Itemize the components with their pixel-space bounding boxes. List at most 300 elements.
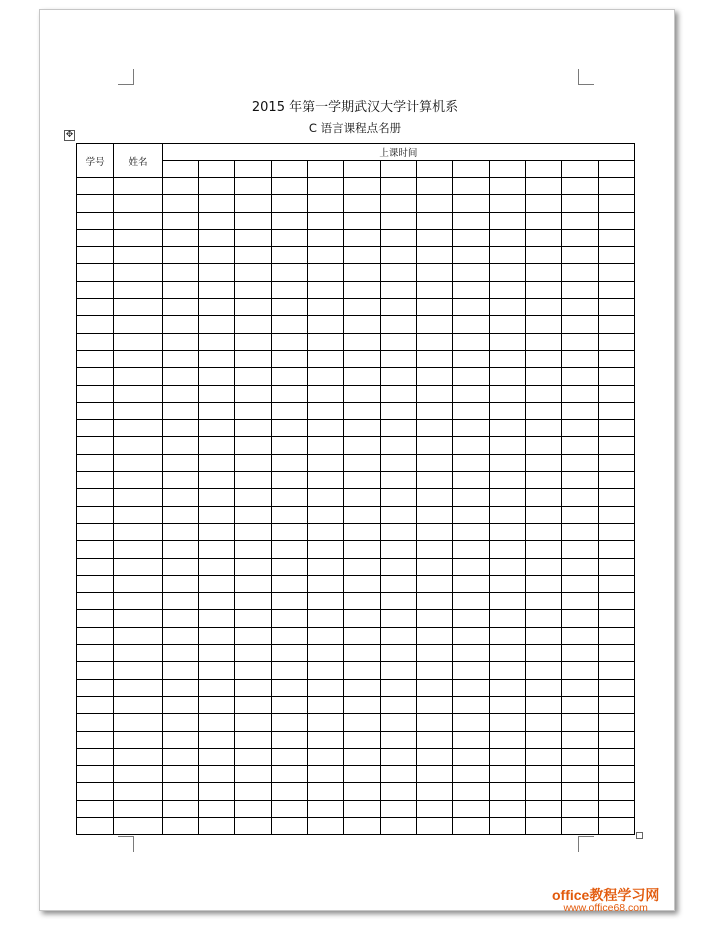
attendance-cell[interactable] bbox=[344, 800, 380, 817]
student-id-cell[interactable] bbox=[77, 454, 114, 471]
attendance-cell[interactable] bbox=[308, 783, 344, 800]
attendance-cell[interactable] bbox=[344, 454, 380, 471]
student-id-cell[interactable] bbox=[77, 212, 114, 229]
attendance-cell[interactable] bbox=[235, 437, 271, 454]
attendance-cell[interactable] bbox=[453, 645, 489, 662]
attendance-cell[interactable] bbox=[489, 402, 525, 419]
attendance-cell[interactable] bbox=[199, 679, 235, 696]
attendance-cell[interactable] bbox=[199, 523, 235, 540]
attendance-cell[interactable] bbox=[308, 541, 344, 558]
attendance-cell[interactable] bbox=[416, 696, 452, 713]
attendance-cell[interactable] bbox=[598, 627, 635, 644]
student-id-cell[interactable] bbox=[77, 420, 114, 437]
attendance-cell[interactable] bbox=[271, 229, 307, 246]
attendance-cell[interactable] bbox=[380, 506, 416, 523]
attendance-cell[interactable] bbox=[453, 264, 489, 281]
attendance-cell[interactable] bbox=[380, 333, 416, 350]
attendance-cell[interactable] bbox=[525, 731, 561, 748]
attendance-cell[interactable] bbox=[380, 489, 416, 506]
attendance-cell[interactable] bbox=[199, 506, 235, 523]
attendance-cell[interactable] bbox=[271, 333, 307, 350]
attendance-cell[interactable] bbox=[235, 731, 271, 748]
attendance-cell[interactable] bbox=[380, 402, 416, 419]
attendance-cell[interactable] bbox=[489, 800, 525, 817]
attendance-cell[interactable] bbox=[308, 714, 344, 731]
attendance-cell[interactable] bbox=[416, 420, 452, 437]
student-id-cell[interactable] bbox=[77, 178, 114, 195]
attendance-cell[interactable] bbox=[598, 178, 635, 195]
student-name-cell[interactable] bbox=[114, 472, 162, 489]
attendance-cell[interactable] bbox=[199, 264, 235, 281]
attendance-cell[interactable] bbox=[308, 333, 344, 350]
attendance-cell[interactable] bbox=[308, 696, 344, 713]
attendance-cell[interactable] bbox=[525, 679, 561, 696]
attendance-cell[interactable] bbox=[271, 817, 307, 834]
date-header-cell[interactable] bbox=[344, 161, 380, 178]
attendance-cell[interactable] bbox=[308, 558, 344, 575]
attendance-cell[interactable] bbox=[199, 333, 235, 350]
attendance-cell[interactable] bbox=[489, 178, 525, 195]
attendance-cell[interactable] bbox=[308, 420, 344, 437]
attendance-cell[interactable] bbox=[162, 299, 198, 316]
attendance-cell[interactable] bbox=[199, 731, 235, 748]
student-name-cell[interactable] bbox=[114, 385, 162, 402]
attendance-cell[interactable] bbox=[235, 800, 271, 817]
attendance-cell[interactable] bbox=[525, 281, 561, 298]
attendance-cell[interactable] bbox=[489, 506, 525, 523]
attendance-cell[interactable] bbox=[489, 714, 525, 731]
attendance-cell[interactable] bbox=[308, 748, 344, 765]
attendance-cell[interactable] bbox=[598, 766, 635, 783]
attendance-cell[interactable] bbox=[271, 350, 307, 367]
student-id-cell[interactable] bbox=[77, 264, 114, 281]
attendance-cell[interactable] bbox=[453, 229, 489, 246]
attendance-cell[interactable] bbox=[308, 281, 344, 298]
attendance-cell[interactable] bbox=[308, 299, 344, 316]
student-name-cell[interactable] bbox=[114, 420, 162, 437]
attendance-cell[interactable] bbox=[344, 679, 380, 696]
student-name-cell[interactable] bbox=[114, 281, 162, 298]
attendance-cell[interactable] bbox=[344, 368, 380, 385]
attendance-cell[interactable] bbox=[562, 420, 598, 437]
attendance-cell[interactable] bbox=[308, 264, 344, 281]
attendance-cell[interactable] bbox=[271, 783, 307, 800]
attendance-cell[interactable] bbox=[271, 541, 307, 558]
attendance-cell[interactable] bbox=[525, 489, 561, 506]
attendance-cell[interactable] bbox=[489, 731, 525, 748]
attendance-cell[interactable] bbox=[489, 696, 525, 713]
date-header-cell[interactable] bbox=[525, 161, 561, 178]
attendance-cell[interactable] bbox=[308, 402, 344, 419]
attendance-cell[interactable] bbox=[598, 731, 635, 748]
attendance-cell[interactable] bbox=[562, 731, 598, 748]
attendance-cell[interactable] bbox=[199, 783, 235, 800]
attendance-cell[interactable] bbox=[525, 817, 561, 834]
attendance-cell[interactable] bbox=[453, 731, 489, 748]
attendance-cell[interactable] bbox=[453, 523, 489, 540]
attendance-cell[interactable] bbox=[271, 575, 307, 592]
attendance-cell[interactable] bbox=[380, 800, 416, 817]
attendance-cell[interactable] bbox=[235, 783, 271, 800]
attendance-cell[interactable] bbox=[489, 247, 525, 264]
student-name-cell[interactable] bbox=[114, 662, 162, 679]
attendance-cell[interactable] bbox=[525, 368, 561, 385]
attendance-cell[interactable] bbox=[344, 316, 380, 333]
attendance-cell[interactable] bbox=[562, 229, 598, 246]
attendance-cell[interactable] bbox=[162, 368, 198, 385]
student-name-cell[interactable] bbox=[114, 748, 162, 765]
attendance-cell[interactable] bbox=[489, 472, 525, 489]
attendance-cell[interactable] bbox=[562, 299, 598, 316]
attendance-cell[interactable] bbox=[598, 212, 635, 229]
attendance-cell[interactable] bbox=[308, 368, 344, 385]
attendance-cell[interactable] bbox=[525, 420, 561, 437]
table-move-handle-icon[interactable]: ✥ bbox=[65, 130, 74, 140]
attendance-cell[interactable] bbox=[344, 402, 380, 419]
attendance-cell[interactable] bbox=[489, 627, 525, 644]
attendance-cell[interactable] bbox=[380, 766, 416, 783]
student-name-cell[interactable] bbox=[114, 731, 162, 748]
student-id-cell[interactable] bbox=[77, 402, 114, 419]
attendance-cell[interactable] bbox=[416, 748, 452, 765]
date-header-cell[interactable] bbox=[380, 161, 416, 178]
attendance-cell[interactable] bbox=[162, 264, 198, 281]
attendance-cell[interactable] bbox=[235, 748, 271, 765]
student-id-cell[interactable] bbox=[77, 800, 114, 817]
attendance-cell[interactable] bbox=[380, 817, 416, 834]
student-id-cell[interactable] bbox=[77, 541, 114, 558]
attendance-cell[interactable] bbox=[162, 714, 198, 731]
attendance-cell[interactable] bbox=[199, 714, 235, 731]
attendance-cell[interactable] bbox=[271, 316, 307, 333]
attendance-cell[interactable] bbox=[308, 679, 344, 696]
attendance-cell[interactable] bbox=[235, 766, 271, 783]
attendance-cell[interactable] bbox=[380, 627, 416, 644]
attendance-cell[interactable] bbox=[235, 195, 271, 212]
attendance-cell[interactable] bbox=[235, 178, 271, 195]
attendance-cell[interactable] bbox=[271, 299, 307, 316]
attendance-cell[interactable] bbox=[562, 385, 598, 402]
student-name-cell[interactable] bbox=[114, 178, 162, 195]
attendance-cell[interactable] bbox=[235, 645, 271, 662]
attendance-cell[interactable] bbox=[525, 299, 561, 316]
attendance-cell[interactable] bbox=[380, 454, 416, 471]
attendance-cell[interactable] bbox=[162, 489, 198, 506]
student-id-cell[interactable] bbox=[77, 195, 114, 212]
attendance-cell[interactable] bbox=[308, 489, 344, 506]
attendance-cell[interactable] bbox=[380, 437, 416, 454]
attendance-cell[interactable] bbox=[453, 437, 489, 454]
attendance-cell[interactable] bbox=[271, 385, 307, 402]
attendance-cell[interactable] bbox=[453, 593, 489, 610]
attendance-cell[interactable] bbox=[416, 333, 452, 350]
attendance-cell[interactable] bbox=[598, 264, 635, 281]
student-name-cell[interactable] bbox=[114, 817, 162, 834]
attendance-cell[interactable] bbox=[380, 195, 416, 212]
attendance-cell[interactable] bbox=[235, 299, 271, 316]
student-id-cell[interactable] bbox=[77, 593, 114, 610]
attendance-cell[interactable] bbox=[380, 731, 416, 748]
attendance-cell[interactable] bbox=[199, 316, 235, 333]
attendance-cell[interactable] bbox=[453, 472, 489, 489]
attendance-cell[interactable] bbox=[598, 645, 635, 662]
attendance-cell[interactable] bbox=[416, 783, 452, 800]
attendance-cell[interactable] bbox=[598, 454, 635, 471]
attendance-cell[interactable] bbox=[525, 593, 561, 610]
attendance-cell[interactable] bbox=[598, 420, 635, 437]
attendance-cell[interactable] bbox=[308, 575, 344, 592]
attendance-cell[interactable] bbox=[271, 766, 307, 783]
student-id-cell[interactable] bbox=[77, 696, 114, 713]
student-name-cell[interactable] bbox=[114, 523, 162, 540]
attendance-cell[interactable] bbox=[489, 454, 525, 471]
attendance-cell[interactable] bbox=[416, 627, 452, 644]
attendance-cell[interactable] bbox=[235, 506, 271, 523]
attendance-cell[interactable] bbox=[525, 195, 561, 212]
student-id-cell[interactable] bbox=[77, 316, 114, 333]
attendance-cell[interactable] bbox=[525, 212, 561, 229]
attendance-cell[interactable] bbox=[162, 437, 198, 454]
attendance-cell[interactable] bbox=[489, 541, 525, 558]
attendance-cell[interactable] bbox=[525, 541, 561, 558]
attendance-cell[interactable] bbox=[344, 472, 380, 489]
attendance-cell[interactable] bbox=[199, 195, 235, 212]
attendance-cell[interactable] bbox=[525, 575, 561, 592]
student-id-cell[interactable] bbox=[77, 437, 114, 454]
attendance-cell[interactable] bbox=[162, 817, 198, 834]
attendance-cell[interactable] bbox=[199, 696, 235, 713]
attendance-cell[interactable] bbox=[453, 333, 489, 350]
attendance-cell[interactable] bbox=[199, 575, 235, 592]
attendance-cell[interactable] bbox=[344, 662, 380, 679]
attendance-cell[interactable] bbox=[162, 523, 198, 540]
attendance-cell[interactable] bbox=[598, 402, 635, 419]
attendance-cell[interactable] bbox=[199, 178, 235, 195]
student-name-cell[interactable] bbox=[114, 800, 162, 817]
attendance-cell[interactable] bbox=[162, 696, 198, 713]
attendance-cell[interactable] bbox=[380, 593, 416, 610]
attendance-cell[interactable] bbox=[489, 281, 525, 298]
student-name-cell[interactable] bbox=[114, 350, 162, 367]
student-id-cell[interactable] bbox=[77, 714, 114, 731]
attendance-cell[interactable] bbox=[525, 454, 561, 471]
attendance-cell[interactable] bbox=[344, 489, 380, 506]
attendance-cell[interactable] bbox=[489, 212, 525, 229]
attendance-cell[interactable] bbox=[199, 454, 235, 471]
student-name-cell[interactable] bbox=[114, 402, 162, 419]
attendance-cell[interactable] bbox=[416, 299, 452, 316]
attendance-cell[interactable] bbox=[344, 178, 380, 195]
attendance-cell[interactable] bbox=[380, 714, 416, 731]
attendance-cell[interactable] bbox=[308, 766, 344, 783]
attendance-cell[interactable] bbox=[380, 350, 416, 367]
attendance-cell[interactable] bbox=[453, 420, 489, 437]
table-resize-handle-icon[interactable] bbox=[636, 832, 643, 839]
attendance-cell[interactable] bbox=[199, 748, 235, 765]
attendance-cell[interactable] bbox=[416, 437, 452, 454]
attendance-cell[interactable] bbox=[416, 714, 452, 731]
date-header-cell[interactable] bbox=[453, 161, 489, 178]
attendance-cell[interactable] bbox=[162, 645, 198, 662]
attendance-cell[interactable] bbox=[199, 472, 235, 489]
attendance-cell[interactable] bbox=[380, 610, 416, 627]
attendance-cell[interactable] bbox=[344, 575, 380, 592]
attendance-cell[interactable] bbox=[416, 662, 452, 679]
attendance-cell[interactable] bbox=[271, 645, 307, 662]
student-name-cell[interactable] bbox=[114, 610, 162, 627]
attendance-cell[interactable] bbox=[453, 316, 489, 333]
attendance-cell[interactable] bbox=[416, 610, 452, 627]
attendance-cell[interactable] bbox=[525, 627, 561, 644]
attendance-cell[interactable] bbox=[416, 506, 452, 523]
attendance-cell[interactable] bbox=[271, 212, 307, 229]
attendance-cell[interactable] bbox=[525, 800, 561, 817]
student-name-cell[interactable] bbox=[114, 437, 162, 454]
attendance-cell[interactable] bbox=[562, 679, 598, 696]
attendance-cell[interactable] bbox=[453, 783, 489, 800]
attendance-cell[interactable] bbox=[271, 368, 307, 385]
attendance-cell[interactable] bbox=[489, 748, 525, 765]
attendance-cell[interactable] bbox=[162, 420, 198, 437]
attendance-cell[interactable] bbox=[235, 316, 271, 333]
attendance-cell[interactable] bbox=[525, 766, 561, 783]
attendance-cell[interactable] bbox=[525, 472, 561, 489]
student-name-cell[interactable] bbox=[114, 299, 162, 316]
attendance-cell[interactable] bbox=[380, 385, 416, 402]
attendance-cell[interactable] bbox=[235, 696, 271, 713]
attendance-cell[interactable] bbox=[162, 610, 198, 627]
attendance-cell[interactable] bbox=[453, 350, 489, 367]
attendance-cell[interactable] bbox=[562, 593, 598, 610]
attendance-cell[interactable] bbox=[235, 472, 271, 489]
attendance-cell[interactable] bbox=[235, 229, 271, 246]
attendance-cell[interactable] bbox=[380, 178, 416, 195]
attendance-cell[interactable] bbox=[344, 212, 380, 229]
date-header-cell[interactable] bbox=[162, 161, 198, 178]
attendance-cell[interactable] bbox=[453, 212, 489, 229]
attendance-cell[interactable] bbox=[271, 610, 307, 627]
attendance-cell[interactable] bbox=[308, 610, 344, 627]
student-name-cell[interactable] bbox=[114, 558, 162, 575]
attendance-cell[interactable] bbox=[562, 575, 598, 592]
student-id-cell[interactable] bbox=[77, 627, 114, 644]
attendance-cell[interactable] bbox=[453, 800, 489, 817]
attendance-cell[interactable] bbox=[162, 229, 198, 246]
attendance-cell[interactable] bbox=[525, 247, 561, 264]
student-id-cell[interactable] bbox=[77, 506, 114, 523]
attendance-cell[interactable] bbox=[162, 472, 198, 489]
attendance-cell[interactable] bbox=[598, 662, 635, 679]
student-name-cell[interactable] bbox=[114, 645, 162, 662]
attendance-cell[interactable] bbox=[235, 385, 271, 402]
attendance-cell[interactable] bbox=[525, 523, 561, 540]
attendance-cell[interactable] bbox=[416, 264, 452, 281]
attendance-cell[interactable] bbox=[525, 385, 561, 402]
attendance-cell[interactable] bbox=[308, 195, 344, 212]
attendance-cell[interactable] bbox=[562, 350, 598, 367]
student-id-cell[interactable] bbox=[77, 247, 114, 264]
attendance-cell[interactable] bbox=[308, 731, 344, 748]
attendance-cell[interactable] bbox=[162, 333, 198, 350]
attendance-cell[interactable] bbox=[344, 748, 380, 765]
attendance-cell[interactable] bbox=[489, 679, 525, 696]
attendance-cell[interactable] bbox=[380, 368, 416, 385]
student-id-cell[interactable] bbox=[77, 558, 114, 575]
attendance-cell[interactable] bbox=[525, 333, 561, 350]
attendance-cell[interactable] bbox=[489, 766, 525, 783]
attendance-cell[interactable] bbox=[598, 679, 635, 696]
attendance-cell[interactable] bbox=[598, 195, 635, 212]
attendance-cell[interactable] bbox=[598, 333, 635, 350]
attendance-cell[interactable] bbox=[489, 420, 525, 437]
attendance-cell[interactable] bbox=[308, 800, 344, 817]
attendance-cell[interactable] bbox=[308, 506, 344, 523]
attendance-cell[interactable] bbox=[416, 679, 452, 696]
attendance-cell[interactable] bbox=[562, 558, 598, 575]
attendance-cell[interactable] bbox=[416, 575, 452, 592]
attendance-cell[interactable] bbox=[525, 610, 561, 627]
attendance-cell[interactable] bbox=[199, 800, 235, 817]
attendance-cell[interactable] bbox=[562, 454, 598, 471]
attendance-cell[interactable] bbox=[598, 247, 635, 264]
attendance-cell[interactable] bbox=[344, 627, 380, 644]
attendance-cell[interactable] bbox=[271, 662, 307, 679]
attendance-cell[interactable] bbox=[453, 247, 489, 264]
attendance-cell[interactable] bbox=[416, 523, 452, 540]
attendance-cell[interactable] bbox=[453, 454, 489, 471]
attendance-cell[interactable] bbox=[344, 281, 380, 298]
attendance-cell[interactable] bbox=[235, 489, 271, 506]
attendance-cell[interactable] bbox=[416, 454, 452, 471]
attendance-cell[interactable] bbox=[344, 731, 380, 748]
attendance-cell[interactable] bbox=[489, 350, 525, 367]
attendance-cell[interactable] bbox=[380, 420, 416, 437]
student-name-cell[interactable] bbox=[114, 766, 162, 783]
attendance-cell[interactable] bbox=[344, 541, 380, 558]
student-name-cell[interactable] bbox=[114, 489, 162, 506]
attendance-cell[interactable] bbox=[598, 800, 635, 817]
attendance-cell[interactable] bbox=[199, 610, 235, 627]
attendance-cell[interactable] bbox=[562, 523, 598, 540]
attendance-cell[interactable] bbox=[199, 662, 235, 679]
attendance-cell[interactable] bbox=[562, 264, 598, 281]
attendance-cell[interactable] bbox=[489, 783, 525, 800]
attendance-cell[interactable] bbox=[598, 437, 635, 454]
attendance-cell[interactable] bbox=[525, 506, 561, 523]
attendance-cell[interactable] bbox=[199, 229, 235, 246]
attendance-cell[interactable] bbox=[562, 506, 598, 523]
attendance-cell[interactable] bbox=[453, 299, 489, 316]
attendance-cell[interactable] bbox=[525, 558, 561, 575]
attendance-cell[interactable] bbox=[235, 281, 271, 298]
attendance-cell[interactable] bbox=[235, 817, 271, 834]
attendance-cell[interactable] bbox=[598, 316, 635, 333]
attendance-cell[interactable] bbox=[271, 558, 307, 575]
attendance-cell[interactable] bbox=[453, 541, 489, 558]
attendance-cell[interactable] bbox=[453, 368, 489, 385]
attendance-cell[interactable] bbox=[453, 575, 489, 592]
attendance-cell[interactable] bbox=[271, 420, 307, 437]
attendance-cell[interactable] bbox=[162, 662, 198, 679]
attendance-cell[interactable] bbox=[525, 264, 561, 281]
attendance-cell[interactable] bbox=[344, 437, 380, 454]
attendance-cell[interactable] bbox=[162, 731, 198, 748]
attendance-cell[interactable] bbox=[162, 402, 198, 419]
attendance-cell[interactable] bbox=[489, 229, 525, 246]
attendance-cell[interactable] bbox=[199, 593, 235, 610]
attendance-cell[interactable] bbox=[344, 247, 380, 264]
attendance-cell[interactable] bbox=[489, 645, 525, 662]
